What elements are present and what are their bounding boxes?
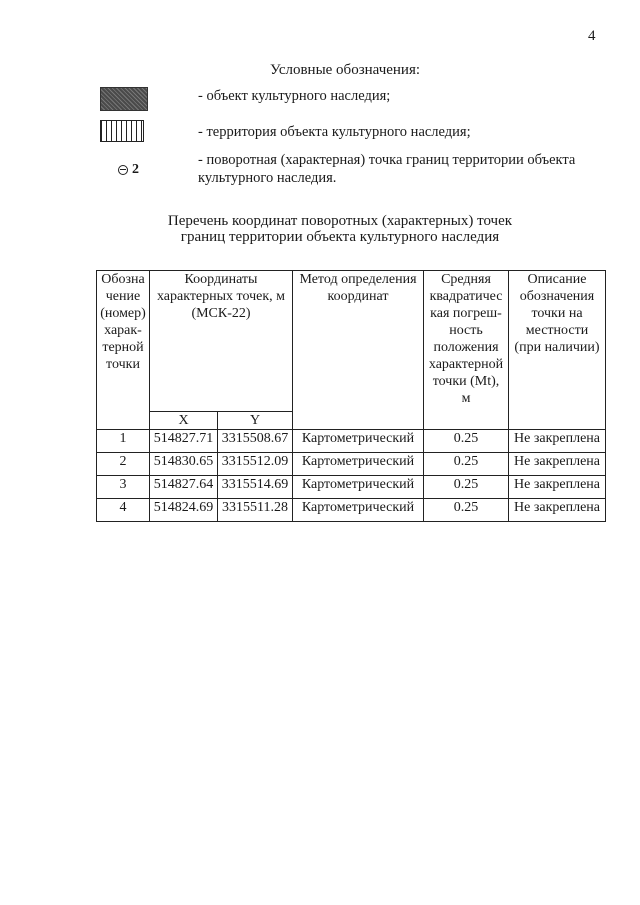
legend-item-point-line2: культурного наследия. — [198, 170, 337, 186]
header-method: Метод определения координат — [293, 271, 424, 430]
cell-error: 0.25 — [424, 476, 509, 499]
cell-y: 3315508.67 — [218, 430, 293, 453]
page-number: 4 — [588, 28, 596, 44]
cell-num: 2 — [97, 453, 150, 476]
cell-method: Картометрический — [293, 430, 424, 453]
table-heading-line2: границ территории объекта культурного наследия — [180, 229, 500, 245]
table-header-row — [97, 271, 606, 412]
legend-item-object: - объект культурного наследия; — [198, 88, 391, 104]
heritage-territory-swatch — [100, 120, 144, 142]
table-heading — [160, 213, 520, 245]
cell-x: 514824.69 — [150, 499, 218, 522]
table-row — [97, 476, 606, 499]
turning-point-label: 2 — [132, 162, 139, 177]
turning-point-symbol — [118, 162, 139, 178]
cell-num: 4 — [97, 499, 150, 522]
turning-point-icon — [118, 165, 128, 175]
cell-description: Не закреплена — [509, 499, 606, 522]
legend-title: Условные обозначения: — [270, 62, 421, 78]
cell-x: 514827.64 — [150, 476, 218, 499]
header-y: Y — [218, 412, 293, 430]
cell-x: 514830.65 — [150, 453, 218, 476]
table-row — [97, 499, 606, 522]
cell-description: Не закреплена — [509, 430, 606, 453]
cell-y: 3315512.09 — [218, 453, 293, 476]
cell-num: 1 — [97, 430, 150, 453]
cell-description: Не закреплена — [509, 453, 606, 476]
cell-error: 0.25 — [424, 453, 509, 476]
cell-x: 514827.71 — [150, 430, 218, 453]
header-error: Средняя квадратичес кая погреш- ность положения характерной точки (Mt), м — [424, 271, 509, 430]
legend-item-point-line1: - поворотная (характерная) точка границ территории объекта — [198, 152, 576, 168]
cell-description: Не закреплена — [509, 476, 606, 499]
cell-error: 0.25 — [424, 499, 509, 522]
cultural-heritage-object-swatch — [100, 87, 148, 111]
cell-y: 3315514.69 — [218, 476, 293, 499]
cell-y: 3315511.28 — [218, 499, 293, 522]
header-x: X — [150, 412, 218, 430]
table-row — [97, 453, 606, 476]
cell-method: Картометрический — [293, 453, 424, 476]
cell-error: 0.25 — [424, 430, 509, 453]
header-description: Описание обозначения точки на местности (при наличии) — [509, 271, 606, 430]
legend-item-territory: - территория объекта культурного наследия; — [198, 124, 471, 140]
cell-method: Картометрический — [293, 499, 424, 522]
header-coords: Координаты характерных точек, м (МСК-22) — [150, 271, 293, 412]
cell-num: 3 — [97, 476, 150, 499]
table-heading-line1: Перечень координат поворотных (характерных) точек — [167, 213, 513, 229]
coordinates-table — [96, 270, 606, 522]
table-row — [97, 430, 606, 453]
cell-method: Картометрический — [293, 476, 424, 499]
header-point: Обозна чение (номер) харак- терной точки — [97, 271, 150, 430]
